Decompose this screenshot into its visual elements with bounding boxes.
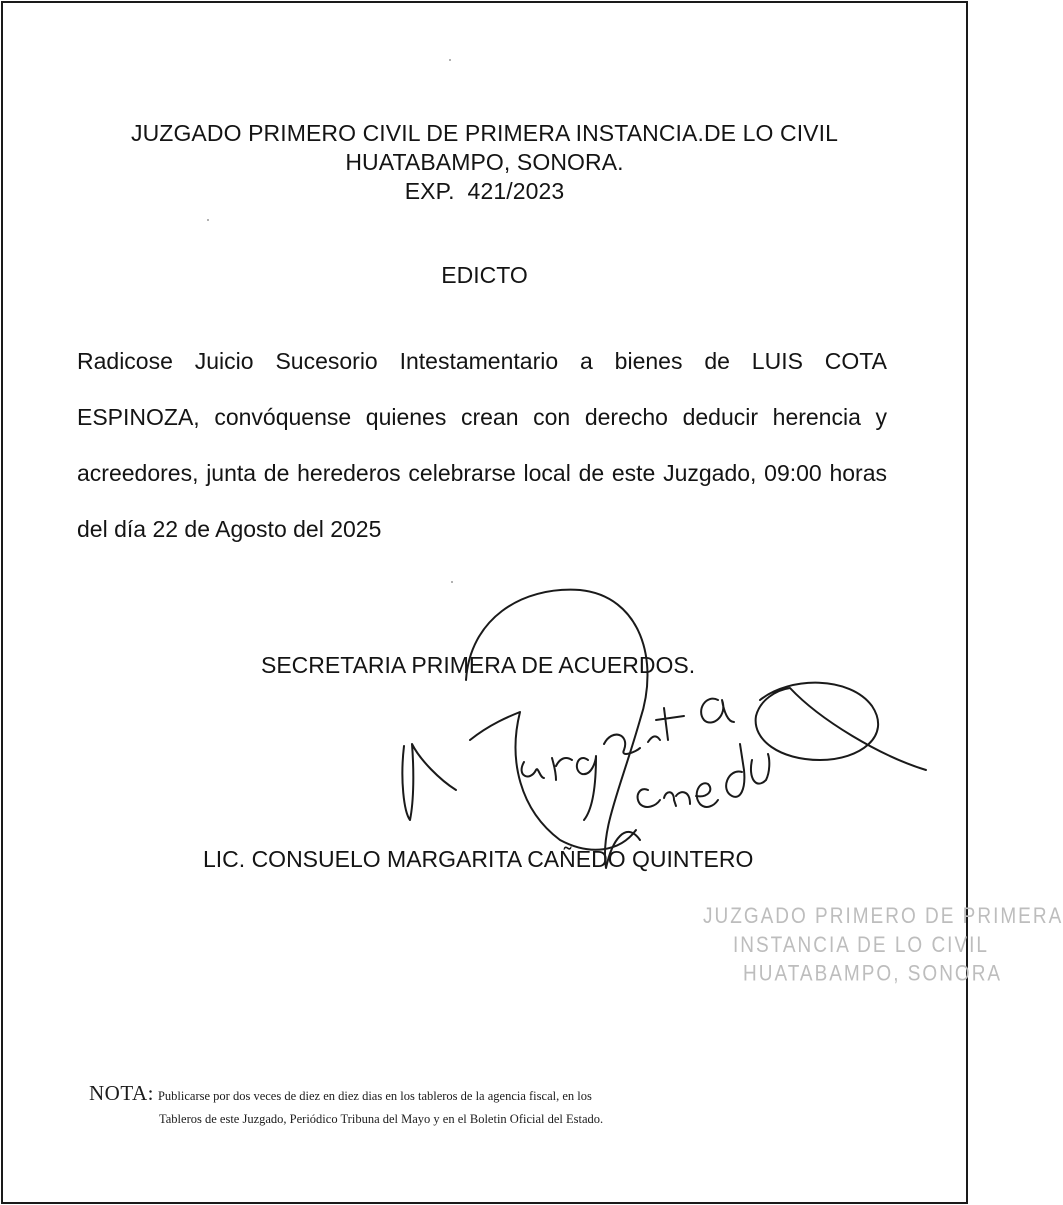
- nota-label: NOTA:: [89, 1081, 154, 1105]
- court-name: JUZGADO PRIMERO CIVIL DE PRIMERA INSTANCIA.DE LO CIVIL: [130, 120, 839, 146]
- court-stamp: [703, 902, 1063, 988]
- case-number: EXP. 421/2023: [404, 178, 565, 204]
- scan-speck: [449, 59, 451, 61]
- body-line-1: Radicose Juicio Sucesorio Intestamentario a bienes de LUIS COTA: [77, 348, 887, 374]
- body-line-4: del día 22 de Agosto del 2025: [77, 516, 382, 542]
- nota-block: [89, 1081, 604, 1126]
- scan-speck: [207, 219, 209, 221]
- stamp-line-1: JUZGADO PRIMERO DE PRIMERA: [703, 904, 1063, 929]
- nota-line-2: Tableros de este Juzgado, Periódico Tribuna del Mayo y en el Boletin Oficial del Estado.: [159, 1112, 604, 1126]
- scan-speck: [451, 581, 453, 583]
- document-title: EDICTO: [441, 262, 528, 288]
- court-header: [3, 119, 966, 206]
- document-page: [1, 1, 1063, 1204]
- stamp-line-3: HUATABAMPO, SONORA: [743, 962, 1003, 987]
- stamp-line-2: INSTANCIA DE LO CIVIL: [733, 933, 989, 958]
- court-location: HUATABAMPO, SONORA.: [345, 149, 624, 175]
- body-line-2: ESPINOZA, convóquense quienes crean con derecho deducir herencia y: [77, 404, 887, 430]
- secretaria-title: SECRETARIA PRIMERA DE ACUERDOS.: [261, 652, 696, 678]
- body-line-3: acreedores, junta de herederos celebrarse local de este Juzgado, 09:00 horas: [77, 460, 887, 486]
- signer-name: LIC. CONSUELO MARGARITA CAÑEDO QUINTERO: [203, 846, 754, 872]
- nota-line-1: Publicarse por dos veces de diez en diez dias en los tableros de la agencia fiscal, en los: [157, 1089, 592, 1103]
